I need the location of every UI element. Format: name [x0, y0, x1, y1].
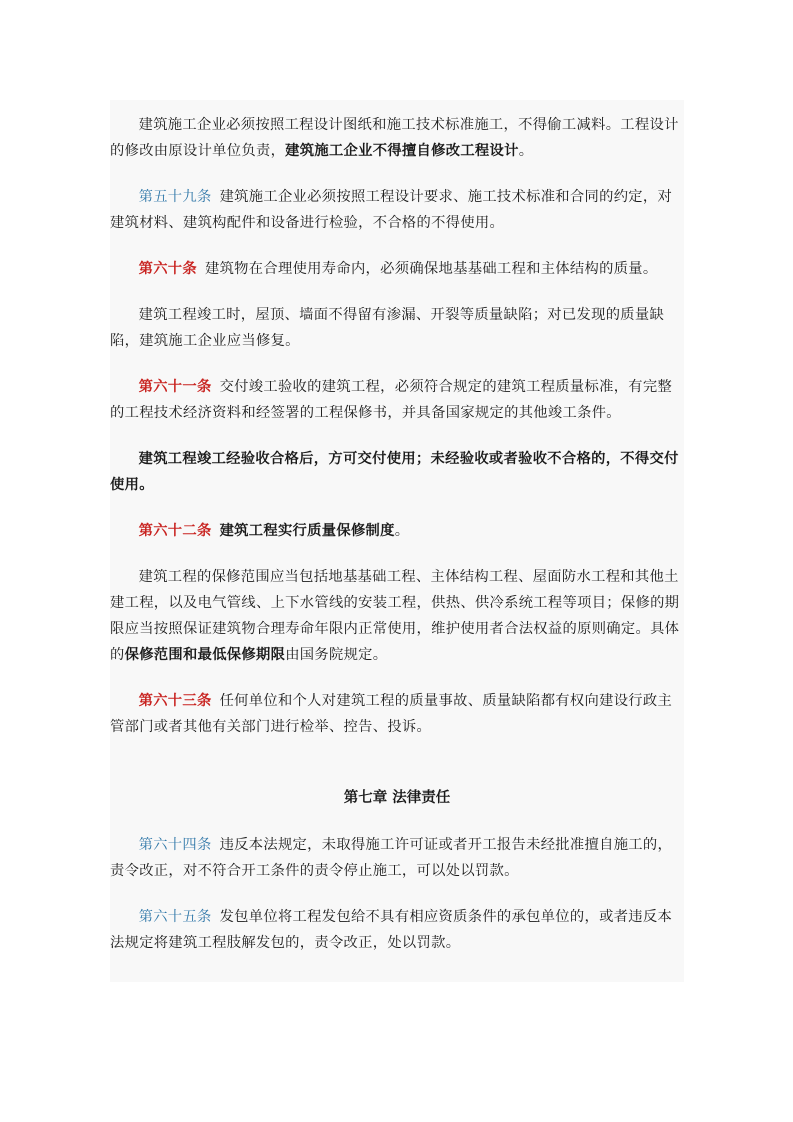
- article-61: [110, 374, 684, 426]
- article-63-label: 第六十三条: [138, 693, 212, 709]
- article-62: [110, 518, 684, 544]
- article-65: [110, 904, 684, 956]
- article-62-bold-text: 建筑工程实行质量保修制度: [219, 523, 395, 539]
- article-62-label: 第六十二条: [138, 523, 212, 539]
- article-63-text: 任何单位和个人对建筑工程的质量事故、质量缺陷都有权向建设行政主管部门或者其他有关部门进行检举、控告、投诉。: [110, 693, 673, 735]
- article-64-label: 第六十四条: [138, 837, 212, 853]
- article-60-text: 建筑物在合理使用寿命内，必须确保地基基础工程和主体结构的质量。: [204, 261, 658, 277]
- p1-bold-text: 建筑施工企业不得擅自修改工程设计: [285, 143, 519, 159]
- article-64: [110, 832, 684, 884]
- paragraph-p4: [110, 302, 684, 354]
- paragraph-p8: [110, 564, 684, 668]
- article-62-end: 。: [394, 523, 410, 539]
- article-64-text: 违反本法规定，未取得施工许可证或者开工报告未经批准擅自施工的，责令改正，对不符合开工条件的责令停止施工，可以处以罚款。: [110, 837, 673, 879]
- article-61-text: 交付竣工验收的建筑工程，必须符合规定的建筑工程质量标准，有完整的工程技术经济资料和经签署的工程保修书，并具备国家规定的其他竣工条件。: [110, 379, 673, 421]
- p8-bold-text: 保修范围和最低保修期限: [124, 647, 286, 663]
- p1-end: 。: [518, 143, 534, 159]
- article-65-text: 发包单位将工程发包给不具有相应资质条件的承包单位的，或者违反本法规定将建筑工程肢解发包的，责令改正，处以罚款。: [110, 909, 673, 951]
- paragraph-p6: [110, 446, 684, 498]
- article-61-label: 第六十一条: [138, 379, 212, 395]
- article-text-panel: [110, 100, 684, 982]
- p6-bold-text: 建筑工程竣工经验收合格后，方可交付使用；未经验收或者验收不合格的，不得交付使用。: [110, 451, 679, 493]
- article-59-text: 建筑施工企业必须按照工程设计要求、施工技术标准和合同的约定，对建筑材料、建筑构配件和设备进行检验，不合格的不得使用。: [110, 189, 673, 231]
- p1-text: 建筑施工企业必须按照工程设计图纸和施工技术标准施工，不得偷工减料。工程设计的修改由原设计单位负责，: [110, 117, 679, 159]
- article-65-label: 第六十五条: [138, 909, 212, 925]
- p8-end: 由国务院规定。: [285, 647, 388, 663]
- article-59-label: 第五十九条: [138, 189, 212, 205]
- paragraph-p1: [110, 112, 684, 164]
- article-59: [110, 184, 684, 236]
- chapter-heading: 第七章 法律责任: [343, 790, 451, 806]
- article-60-label: 第六十条: [138, 261, 197, 277]
- p4-text: 建筑工程竣工时，屋顶、墙面不得留有渗漏、开裂等质量缺陷；对已发现的质量缺陷，建筑施工企业应当修复。: [110, 307, 665, 349]
- p8-text: 建筑工程的保修范围应当包括地基基础工程、主体结构工程、屋面防水工程和其他土建工程，以及电气管线、上下水管线的安装工程，供热、供冷系统工程等项目；保修的期限应当按照保证建筑物合理寿命年限内正常使用，维护使用者合法权益的原则确定。具体的: [110, 569, 680, 663]
- article-63: [110, 688, 684, 740]
- article-60: [110, 256, 684, 282]
